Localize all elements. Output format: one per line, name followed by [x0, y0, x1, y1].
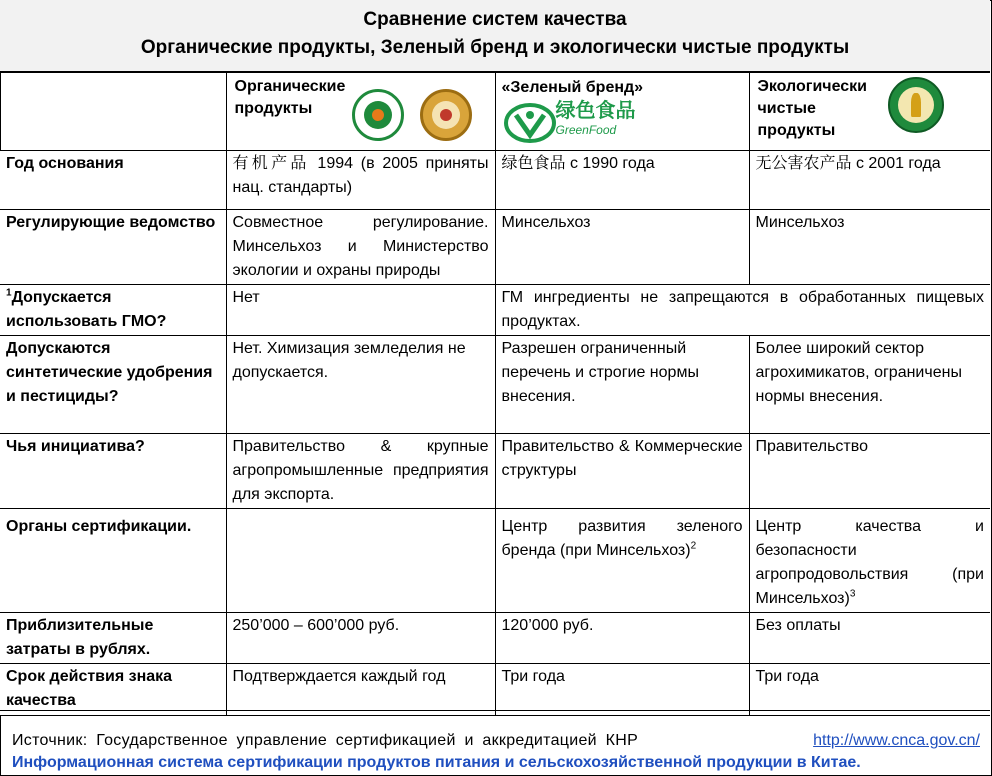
table-cell: Три года	[749, 664, 990, 716]
table-cell: Центр качества и безопасности агропродовольствия (при Минсельхоз)$^3$	[749, 509, 990, 613]
table-cell: 有机产品 1994 (в 2005 приняты нац. стандарты)	[226, 151, 495, 210]
organic-logo-gold-icon	[420, 89, 472, 141]
table-cell-merged: ГМ ингредиенты не запрещаются в обработанных пищевых продуктах.	[495, 285, 990, 336]
header-organic	[226, 73, 495, 151]
source-line	[12, 729, 980, 752]
table-row	[0, 434, 990, 509]
title-block	[0, 0, 990, 72]
info-system-text[interactable]: Информационная система сертификации продуктов питания и сельскохозяйственной продукции в Китае.	[12, 754, 861, 771]
row-label: Допускаются синтетические удобрения и пестициды?	[0, 336, 226, 434]
eco-logo-icon	[888, 77, 944, 133]
table-cell: Нет. Химизация земледелия не допускается.	[226, 336, 495, 434]
table-cell: Без оплаты	[749, 613, 990, 664]
footnote-marker: 2	[690, 540, 697, 552]
table-cell: Минсельхоз	[749, 210, 990, 285]
table-row	[0, 613, 990, 664]
table-row	[0, 336, 990, 434]
row-label: Год основания	[0, 151, 226, 210]
header-eco	[749, 73, 990, 151]
row-label: Регулирующие ведомство	[0, 210, 226, 285]
table-cell: 120’000 руб.	[495, 613, 749, 664]
table-cell: Правительство & Коммерческие структуры	[495, 434, 749, 509]
table-cell: Три года	[495, 664, 749, 716]
table-row	[0, 151, 990, 210]
row-label: Чья инициатива?	[0, 434, 226, 509]
table-row	[0, 285, 990, 336]
table-cell: Минсельхоз	[495, 210, 749, 285]
table-row	[0, 210, 990, 285]
row-label: $^1$Допускается использовать ГМО?	[0, 285, 226, 336]
table-cell: Совместное регулирование. Минсельхоз и Министерство экологии и охраны природы	[226, 210, 495, 285]
green-food-logo-text: 绿色食品	[555, 98, 636, 122]
header-green-brand-label: «Зеленый бренд»	[501, 79, 644, 96]
footer	[0, 710, 990, 775]
organic-logo-green-icon	[352, 89, 404, 141]
header-eco-label: Экологически чистые продукты	[757, 78, 867, 139]
footnote-marker: 3	[849, 588, 856, 600]
row-label: Органы сертификации.	[0, 509, 226, 613]
source-link[interactable]: http://www.cnca.gov.cn/	[813, 732, 980, 749]
header-empty-cell	[0, 73, 226, 151]
table-cell: Нет	[226, 285, 495, 336]
table-cell: Правительство & крупные агропромышленные предприятия для экспорта.	[226, 434, 495, 509]
row-label: Срок действия знака качества	[0, 664, 226, 716]
table-cell: 250’000 – 600’000 руб.	[226, 613, 495, 664]
row-label: Приблизительные затраты в рублях.	[0, 613, 226, 664]
header-row	[0, 73, 990, 151]
title-line-2: Органические продукты, Зеленый бренд и экологически чистые продукты	[140, 37, 850, 58]
table-row	[0, 509, 990, 613]
green-food-logo-icon	[504, 103, 556, 143]
header-organic-label: Органические продукты	[234, 78, 346, 117]
source-text: Источник: Государственное управление сертификацией и аккредитацией КНР	[12, 732, 639, 749]
table-cell: 无公害农产品 с 2001 года	[749, 151, 990, 210]
table-row	[0, 664, 990, 716]
table-cell	[226, 509, 495, 613]
table-cell: Более широкий сектор агрохимикатов, ограничены нормы внесения.	[749, 336, 990, 434]
green-food-logo-sub: GreenFood	[555, 123, 617, 137]
table-cell: Центр развития зеленого бренда (при Минсельхоз)$^2$	[495, 509, 749, 613]
footnote-marker: 1	[6, 287, 12, 299]
title-line-1: Сравнение систем качества	[363, 9, 627, 30]
table-cell: Разрешен ограниченный перечень и строгие нормы внесения.	[495, 336, 749, 434]
comparison-table	[0, 72, 990, 716]
header-green-brand	[495, 73, 749, 151]
table-cell: 绿色食品 с 1990 года	[495, 151, 749, 210]
table-cell: Подтверждается каждый год	[226, 664, 495, 716]
table-cell: Правительство	[749, 434, 990, 509]
